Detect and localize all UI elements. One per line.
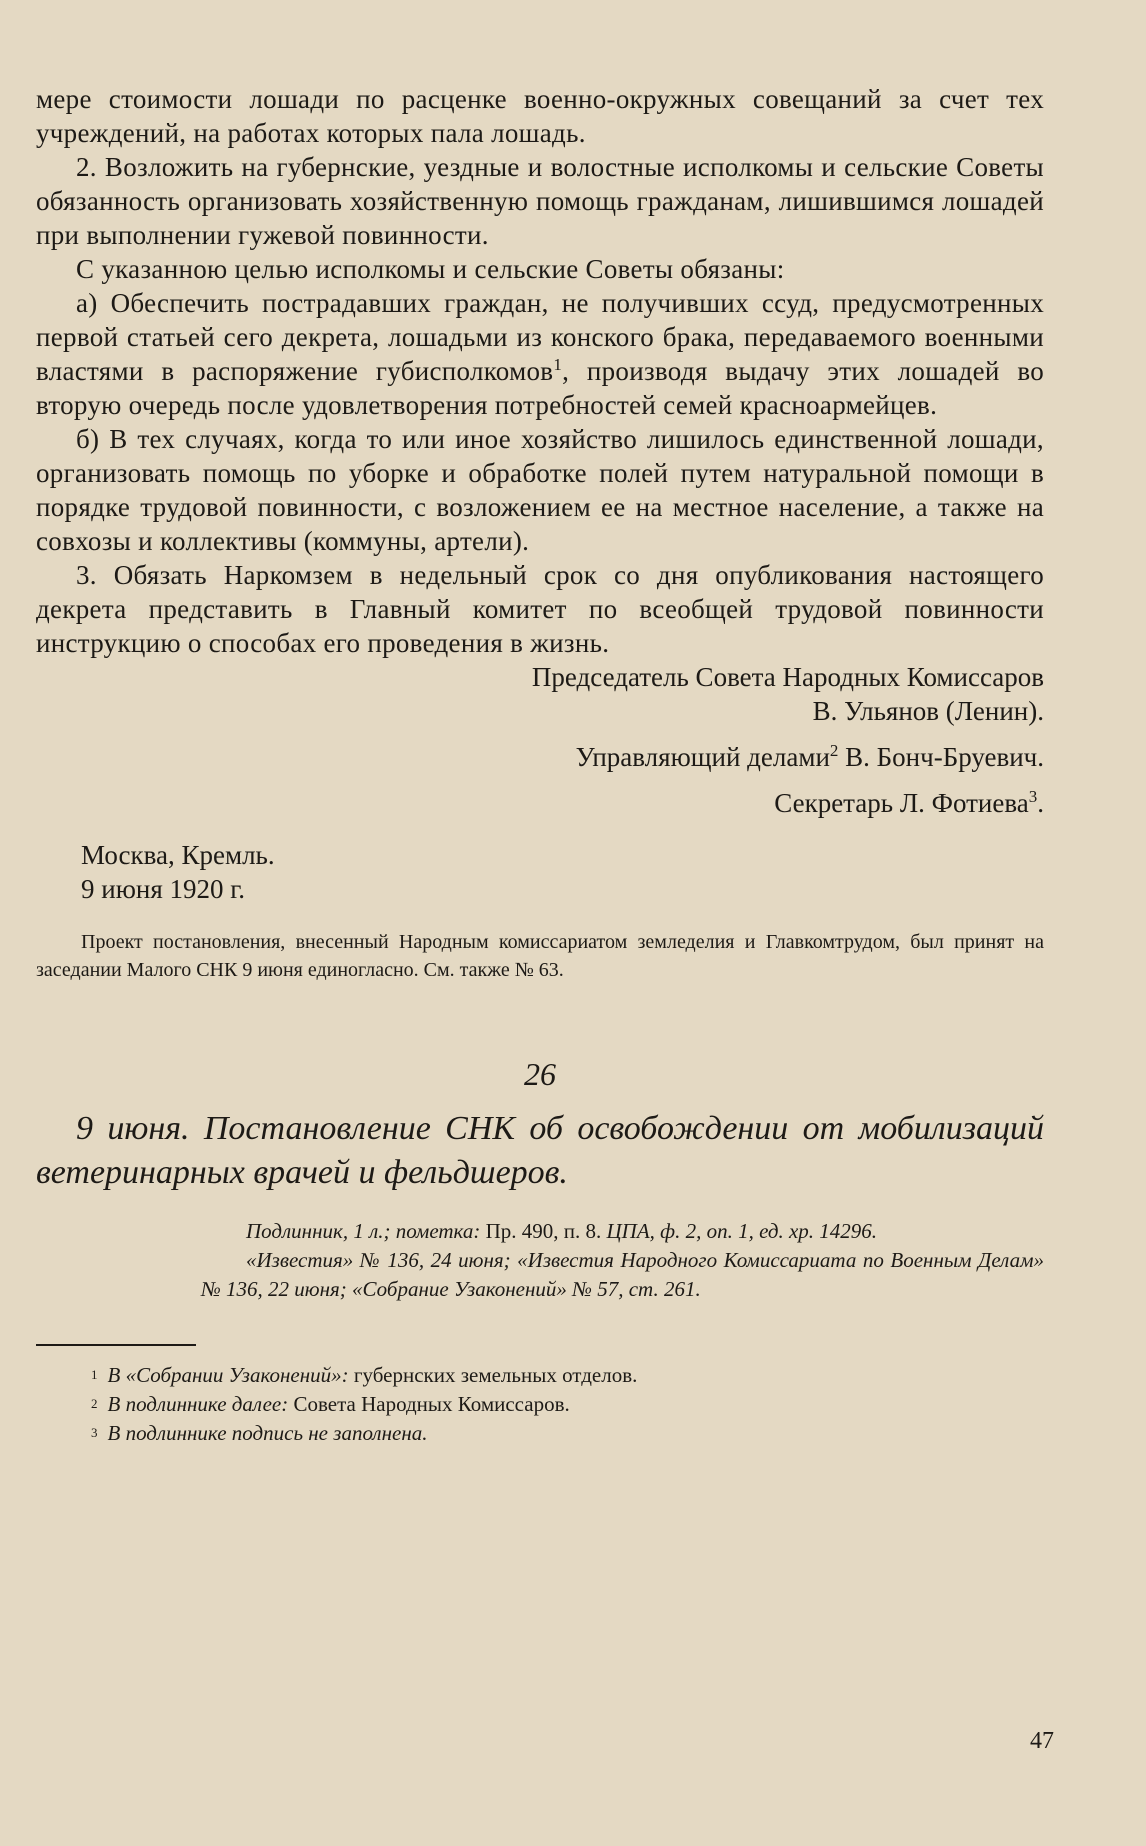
source-publications-text: «Известия» № 136, 24 июня; «Известия Народного Комиссариата по Военным Делам» № 136, 22 июня; «Собрание Узаконений» № 57, ст. 261. xyxy=(201,1248,1044,1301)
editorial-note xyxy=(36,928,1044,984)
editorial-note-text: Проект постановления, внесенный Народным комиссариатом земледелия и Главкомтрудом, был принят на заседании Малого СНК 9 июня единогласно. См. также № 63. xyxy=(36,931,1044,981)
footnote-number: 3 xyxy=(91,1425,98,1440)
source-archive: ЦПА, ф. 2, оп. 1, ед. хр. 14296. xyxy=(606,1219,878,1243)
paragraph: 2. Возложить на губернские, уездные и волостные исполкомы и сельские Советы обязанность организовать хозяйственную помощь гражданам, лишившимся лошадей при выполнении гужевой повинности. xyxy=(36,152,1044,250)
footnote-ref: 2 xyxy=(829,741,839,760)
document-title-text: 9 июня. Постановление СНК об освобождении от мобилизаций ветеринарных врачей и фельдшеров. xyxy=(36,1110,1044,1191)
paragraph: б) В тех случаях, когда то или иное хозяйство лишилось единственной лошади, организовать помощь по уборке и обработке полей путем натуральной помощи в порядке трудовой повинности, с возложением ее на местное население, а также на совхозы и коллективы (коммуны, артели). xyxy=(36,424,1044,556)
manager-signature xyxy=(36,740,1044,774)
secretary-name: Секретарь Л. Фотиева xyxy=(774,788,1029,818)
chair-name: В. Ульянов (Ленин). xyxy=(812,696,1044,726)
footnotes xyxy=(36,1362,1044,1449)
footnote-ref: 3 xyxy=(1028,787,1038,806)
secretary-end: . xyxy=(1037,788,1044,818)
paragraph: мере стоимости лошади по расценке военно-окружных совещаний за счет тех учреждений, на работах которых пала лошадь. xyxy=(36,84,1044,148)
footnote-italic: В подлиннике далее: xyxy=(107,1392,289,1416)
paragraph-part: а) Обеспечить пострадавших граждан, не получивших ссуд, предусмотренных первой статьей сего декрета, лошадьми из конского брака, передаваемого военными властями в распоряжение губисполкомов xyxy=(36,288,1044,386)
place-date: 9 июня 1920 г. xyxy=(81,874,246,904)
chair-title: Председатель Совета Народных Комиссаров xyxy=(531,662,1044,692)
page-number: 47 xyxy=(1030,1728,1054,1754)
paragraph: С указанною целью исполкомы и сельские Советы обязаны: xyxy=(76,254,785,284)
source-original xyxy=(36,1217,1044,1246)
manager-label: Управляющий делами xyxy=(575,742,830,772)
footnote-italic: В «Собрании Узаконений»: xyxy=(107,1363,349,1387)
footnote-number: 2 xyxy=(91,1396,98,1411)
secretary-signature xyxy=(36,786,1044,820)
footnote-italic: В подлиннике подпись не заполнена. xyxy=(107,1421,428,1445)
paragraph-part: , производя выдачу этих лошадей во вторую очередь после удовлетворения потребностей семей красноармейцев. xyxy=(36,356,1045,420)
manager-name: В. Бонч-Бруевич. xyxy=(838,742,1044,772)
source-publications xyxy=(36,1246,1044,1304)
signature-block xyxy=(36,660,1044,820)
footnote-ref: 1 xyxy=(553,355,563,374)
document-title xyxy=(36,1107,1044,1195)
document-number: 26 xyxy=(524,1056,556,1092)
paragraph: 3. Обязать Наркомзем в недельный срок со дня опубликования настоящего декрета представить в Главный комитет по всеобщей трудовой повинности инструкцию о способах его проведения в жизнь. xyxy=(36,560,1044,658)
place-city: Москва, Кремль. xyxy=(81,840,275,870)
paragraph xyxy=(36,286,1044,422)
footnote-text: губернских земельных отделов. xyxy=(348,1363,638,1387)
footnote xyxy=(36,1420,1044,1449)
footnote xyxy=(36,1391,1044,1420)
footnote-number: 1 xyxy=(91,1367,98,1382)
main-text xyxy=(36,82,1044,1449)
footnote-text: Совета Народных Комиссаров. xyxy=(288,1392,570,1416)
footnote xyxy=(36,1362,1044,1391)
source-mark: Пр. 490, п. 8. xyxy=(480,1219,607,1243)
source-label: Подлинник, 1 л.; пометка: xyxy=(246,1219,481,1243)
